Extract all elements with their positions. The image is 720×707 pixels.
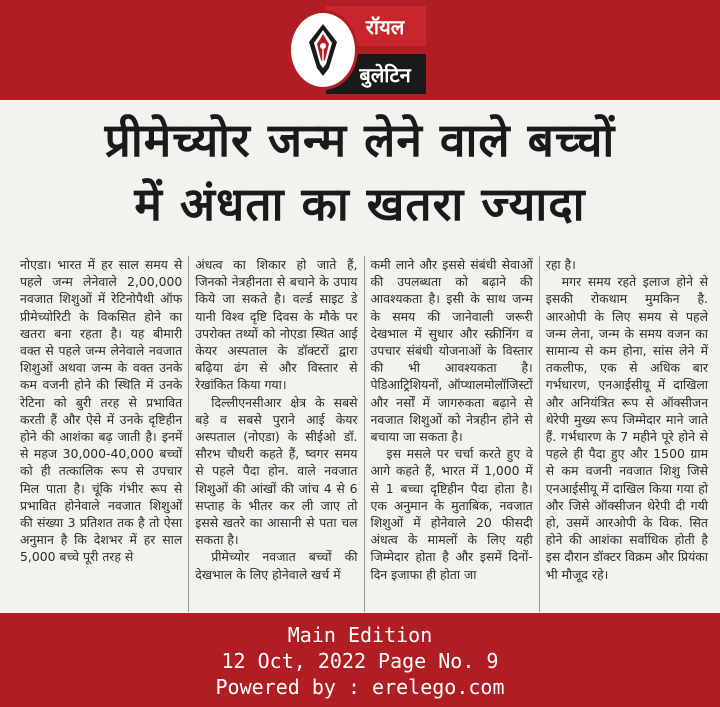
- masthead-banner: [0, 0, 720, 100]
- article-body: [14, 256, 714, 612]
- pen-nib-icon: [288, 10, 358, 90]
- date-page-label: 12 Oct, 2022 Page No. 9: [221, 649, 499, 673]
- headline-line-1: प्रीमेच्योर जन्म लेने वाले बच्चों: [104, 113, 616, 167]
- article-headline: [0, 108, 720, 236]
- article-column-2: [189, 256, 364, 612]
- royal-bulletin-logo[interactable]: [288, 6, 428, 94]
- edition-footer: [0, 613, 720, 707]
- paragraph: नोएडा। भारत में हर साल समय से पहले जन्म लेनेवाले 2,00,000 नवजात शिशुओं में रेटिनोपैथी ऑफ प्रीमेच्योरिटी के विकसित होने का खतरा बना रहता है। यह बीमारी वक्त से पहले जन्म लेनेवाले नवजात शिशुओं अथवा जन्म के वक्त उनके कम वजनी होने की स्थिति में उनके रेटिना को बुरी तरह से प्रभावित करती हैं और ऐसे में उनके दृष्टिहीन होने की आशंका बढ़ जाती है। इनमें से महज 30,000-40,000 बच्चों को ही तत्कालिक रूप से उपचार मिल पाता है। चूंकि गंभीर रूप से प्रभावित होनेवाले नवजात शिशुओं की संख्या 3 प्रतिशत तक है तो ऐसा अनुमान है कि देशभर में हर साल 5,000 बच्चे पूरी तरह से: [20, 257, 183, 565]
- logo-text-royal: रॉयल: [326, 6, 426, 46]
- article-column-4: [540, 256, 714, 612]
- article-column-1: [14, 256, 189, 612]
- article-column-3: [365, 256, 540, 612]
- paragraph: रहा है।: [545, 257, 576, 272]
- edition-label: Main Edition: [287, 623, 433, 647]
- paragraph: दिल्लीएनसीआर क्षेत्र के सबसे बड़े व सबसे पुराने आई केयर अस्पताल (नोएडा) के सीईओ डॉ. सौरभ चौधरी कहते हैं, ष्वगर समय से पहले पैदा होन. वाले नवजात शिशुओं की आंखों की जांच 4 से 6 सप्ताह के भीतर कर ली जाए तो इससे खतरे का आसानी से पता चल सकता है।: [195, 394, 358, 548]
- paragraph: इस मसले पर चर्चा करते हुए वे आगे कहते हैं, भारत में 1,000 में से 1 बच्चा दृष्टिहीन पैदा होता है। एक अनुमान के मुताबिक, नवजात शिशुओं में होनेवाले 20 फीसदी अंधत्व के मामलों के लिए यही जिम्मेदार होता है और इसमें दिनों-दिन इजाफा ही होता जा: [370, 446, 533, 582]
- paragraph: प्रीमेच्योर नवजात बच्चों की देखभाल के लिए होनेवाले खर्च में: [195, 549, 358, 582]
- headline-line-2: में अंधता का खतरा ज्यादा: [134, 177, 586, 231]
- paragraph: अंधत्व का शिकार हो जाते हैं, जिनको नेत्रहीनता से बचाने के उपाय किये जा सकते है। वर्ल्ड साइट डे यानी विश्व दृष्टि दिवस के मौके पर उपरोक्त तथ्यों को नोएडा स्थित आई केयर अस्पताल के डॉक्टरों द्वारा बढ़िया ढंग से और विस्तार से रेखांकित किया गया।: [195, 257, 358, 393]
- powered-by-link[interactable]: Powered by : erelego.com: [215, 675, 505, 699]
- paragraph: मगर समय रहते इलाज होने से इसकी रोकथाम मुमकिन है. आरओपी के लिए समय से पहले जन्म लेना, जन्म के समय वजन का सामान्य से कम होना, सांस लेने में तकलीफ, एक से अधिक बार गर्भधारण, एनआईसीयू में दाखिला और अनियंत्रित रूप से ऑक्सीजन थेरेपी मुख्य रूप जिम्मेदार माने जाते हैं. गर्भधारण के 7 महीने पूरे होने से पहले ही पैदा हुए और 1500 ग्राम से कम वजनी नवजात शिशु जिसे एनआईसीयू में दाखिल किया गया हो और जिसे ऑक्सीजन थेरेपी दी गयी हो, उसमें आरओपी के विक. सित होने की आशंका सर्वाधिक होती है इस दौरान डॉक्टर विक्रम और प्रियंका भी मौजूद रहे।: [545, 274, 708, 582]
- paragraph: कमी लाने और इससे संबंधी सेवाओं की उपलब्धता को बढ़ाने की आवश्यकता है। इसी के साथ जन्म के समय की जानेवाली जरूरी देखभाल में सुधार और स्क्रीनिंग व उपचार संबंधी योजनाओं के विस्तार की भी आवश्यकता है। पेडिआट्रिशियनों, ऑप्थालमोलॉजिस्टों और नर्सों में जागरुकता बढ़ाने से नवजात शिशुओं को नेत्रहीन होने से बचाया जा सकता है।: [370, 257, 533, 445]
- logo-text-bulletin: बुलेटिन: [326, 54, 426, 94]
